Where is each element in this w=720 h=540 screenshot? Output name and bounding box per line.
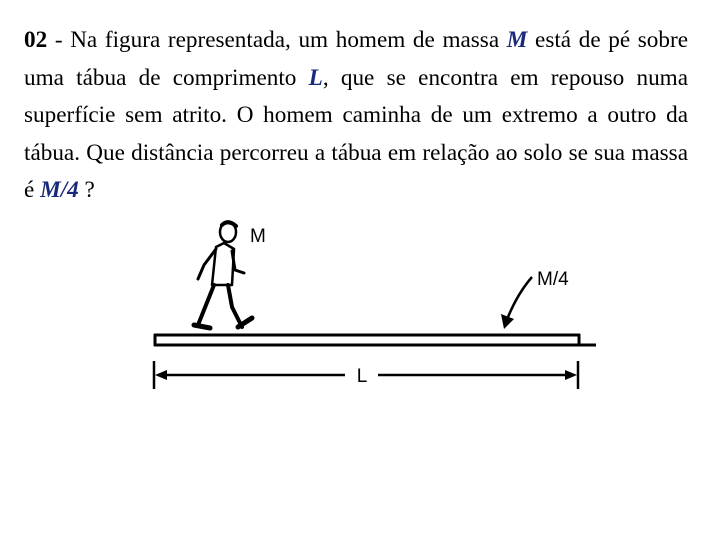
question-text: [24, 22, 688, 210]
board: [154, 334, 596, 346]
figure-drawing: [140, 215, 610, 405]
label-board-mass: M/4: [537, 269, 569, 290]
variable-mass-board: M/4: [40, 177, 79, 203]
label-man-mass: M: [250, 226, 266, 247]
board-pointer-arrow-icon: [501, 277, 532, 329]
left-arrowhead-icon: [155, 370, 167, 380]
physics-figure: [140, 215, 610, 405]
label-length: L: [356, 366, 368, 387]
walking-man-icon: [194, 222, 252, 328]
right-arrowhead-icon: [565, 370, 577, 380]
question-text-part-3: , que se encontra em repouso numa superfície sem atrito. O homem caminha de um extremo a outro da tábua. Que distância percorreu a tábua em relação ao solo se sua massa é: [24, 64, 688, 203]
question-text-part-2: está de pé sobre uma tábua de comprimento: [24, 27, 688, 91]
variable-mass-man: M: [506, 27, 528, 53]
variable-length: L: [308, 64, 323, 91]
question-text-part-1: - Na figura representada, um homem de massa: [47, 27, 507, 53]
question-text-part-4: ?: [78, 177, 95, 203]
question-number: 02: [24, 27, 48, 53]
